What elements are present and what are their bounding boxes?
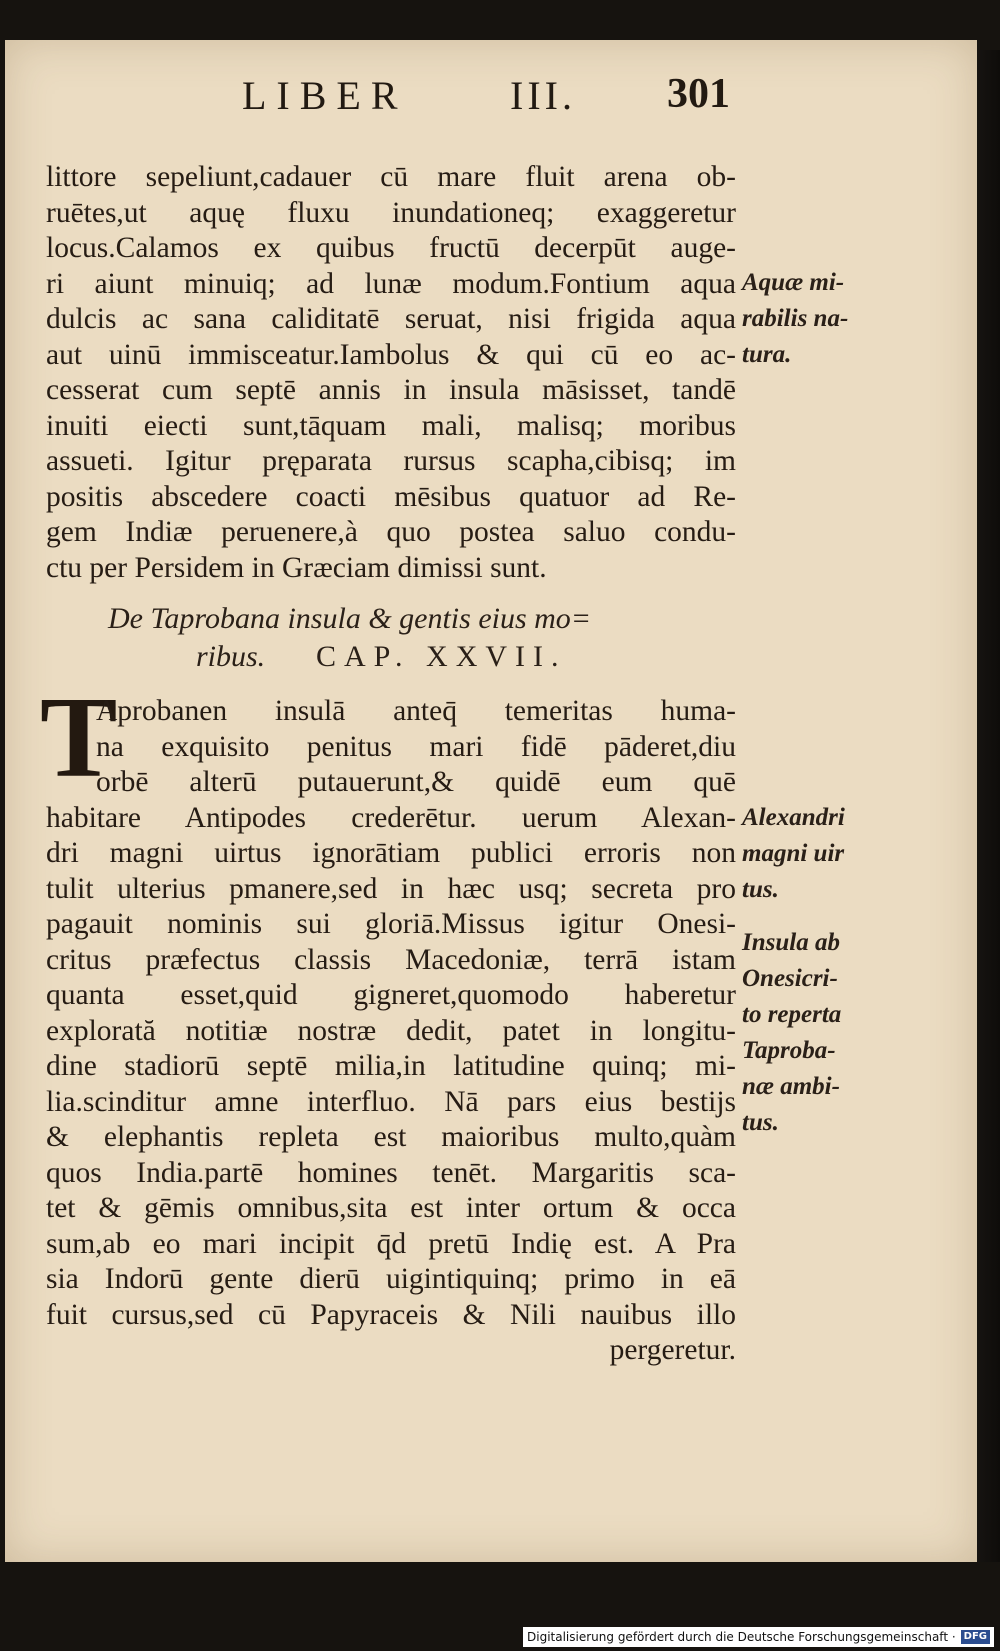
text-line: lia.scinditur amne interfluo. Nā pars eius bestijs xyxy=(46,1085,736,1118)
chapter-heading-line-1: De Taprobana insula & gentis eius mo= xyxy=(108,602,592,635)
text-line: littore sepeliunt,cadauer cū mare fluit arena ob- xyxy=(46,161,736,193)
text-line: dulcis ac sana caliditatē seruat, nisi frigida aqua xyxy=(46,303,736,335)
dfg-logo-icon: DFG xyxy=(961,1630,990,1644)
text-line: cesserat cum septē annis in insula māsisset, tandē xyxy=(46,374,736,406)
marginal-note-line: Onesicri- xyxy=(742,965,838,992)
marginal-note-line: Alexandri xyxy=(742,804,845,831)
text-block-chapter-end xyxy=(46,160,736,586)
marginal-note-line: magni uir xyxy=(742,840,845,867)
funding-text: Digitalisierung gefördert durch die Deutsche Forschungsgemeinschaft · xyxy=(527,1630,956,1644)
funding-footer xyxy=(523,1627,994,1647)
marginal-note-line: rabilis na- xyxy=(742,305,849,332)
text-line: dri magni uirtus ignorātiam publici erroris non xyxy=(46,837,736,869)
text-line: pergeretur. xyxy=(609,1334,736,1366)
text-line: sia Indorū gente dierū uigintiquinq; primo in eā xyxy=(46,1263,736,1295)
text-line: inuiti eiecti sunt,tāquam mali, malisq; moribus xyxy=(46,409,736,442)
marginal-note-line: tura. xyxy=(742,341,792,368)
text-line: & elephantis repleta est maioribus multo,quàm xyxy=(46,1121,736,1153)
marginal-note-line: næ ambi- xyxy=(742,1073,840,1100)
chapter-heading-line-2 xyxy=(46,638,736,676)
text-line: aut uinū immisceatur.Iambolus & qui cū eo ac- xyxy=(46,338,736,371)
text-line: pagauit nominis sui gloriā.Missus igitur Onesi- xyxy=(46,908,736,940)
text-block-chapter-27 xyxy=(46,694,736,1369)
text-line: assueti. Igitur pręparata rursus scapha,cibisq; im xyxy=(46,445,736,477)
page-number: 301 xyxy=(667,71,730,117)
text-line: positis abscedere coacti mēsibus quatuor ad Re- xyxy=(46,480,736,513)
marginal-note-line: tus. xyxy=(742,1109,779,1136)
text-line: ctu per Persidem in Græciam dimissi sunt. xyxy=(46,551,547,584)
marginal-note-line: to reperta xyxy=(742,1001,842,1028)
running-head xyxy=(200,72,760,132)
text-line: sum,ab eo mari incipit q̄d pretū Indię est. A Pra xyxy=(46,1227,736,1260)
text-line: Aprobanen insulā anteq̄ temeritas huma- xyxy=(96,695,736,727)
marginal-note-aquae xyxy=(742,265,892,373)
text-line: habitare Antipodes crederētur. uerum Alexan- xyxy=(46,801,736,834)
text-line: ri aiunt minuiq; ad lunæ modum.Fontium aqua xyxy=(46,267,736,300)
text-line: tet & gēmis omnibus,sita est inter ortum & occa xyxy=(46,1192,736,1224)
marginal-note-line: Aquæ mi- xyxy=(742,269,845,296)
text-line: locus.Calamos ex quibus fructū decerpūt auge- xyxy=(46,232,736,264)
text-line: gem Indiæ peruenere,à quo postea saluo condu- xyxy=(46,516,736,548)
text-line: critus præfectus classis Macedoniæ, terrā istam xyxy=(46,943,736,976)
chapter-heading-line-2-text: ribus. xyxy=(196,640,266,673)
text-line: tulit ulterius pmanere,sed in hæc usq; secreta pro xyxy=(46,872,736,905)
text-line: explorată notitiæ nostræ dedit, patet in longitu- xyxy=(46,1014,736,1047)
marginal-note-alexandri xyxy=(742,800,892,908)
chapter-heading xyxy=(46,600,736,676)
text-line: ruētes,ut aquę fluxu inundationeq; exaggeretur xyxy=(46,196,736,229)
running-head-book-number: III. xyxy=(510,73,576,118)
chapter-number: CAP. XXVII. xyxy=(316,640,567,673)
marginal-note-line: Insula ab xyxy=(742,929,840,956)
marginal-note-line: tus. xyxy=(742,876,779,903)
running-head-title: LIBER xyxy=(242,73,408,118)
text-line: orbē alterū putauerunt,& quidē eum quē xyxy=(96,766,736,798)
text-line: quanta esset,quid gigneret,quomodo haberetur xyxy=(46,979,736,1011)
text-line: dine stadiorū septē milia,in latitudine quinq; mi- xyxy=(46,1050,736,1082)
text-line: fuit cursus,sed cū Papyraceis & Nili nauibus illo xyxy=(46,1298,736,1331)
marginal-note-insula xyxy=(742,925,892,1141)
text-line: quos India.partē homines tenēt. Margaritis sca- xyxy=(46,1156,736,1189)
marginal-note-line: Taproba- xyxy=(742,1037,836,1064)
drop-capital: T xyxy=(40,674,118,802)
text-line: na exquisito penitus mari fidē pāderet,diu xyxy=(96,730,736,763)
